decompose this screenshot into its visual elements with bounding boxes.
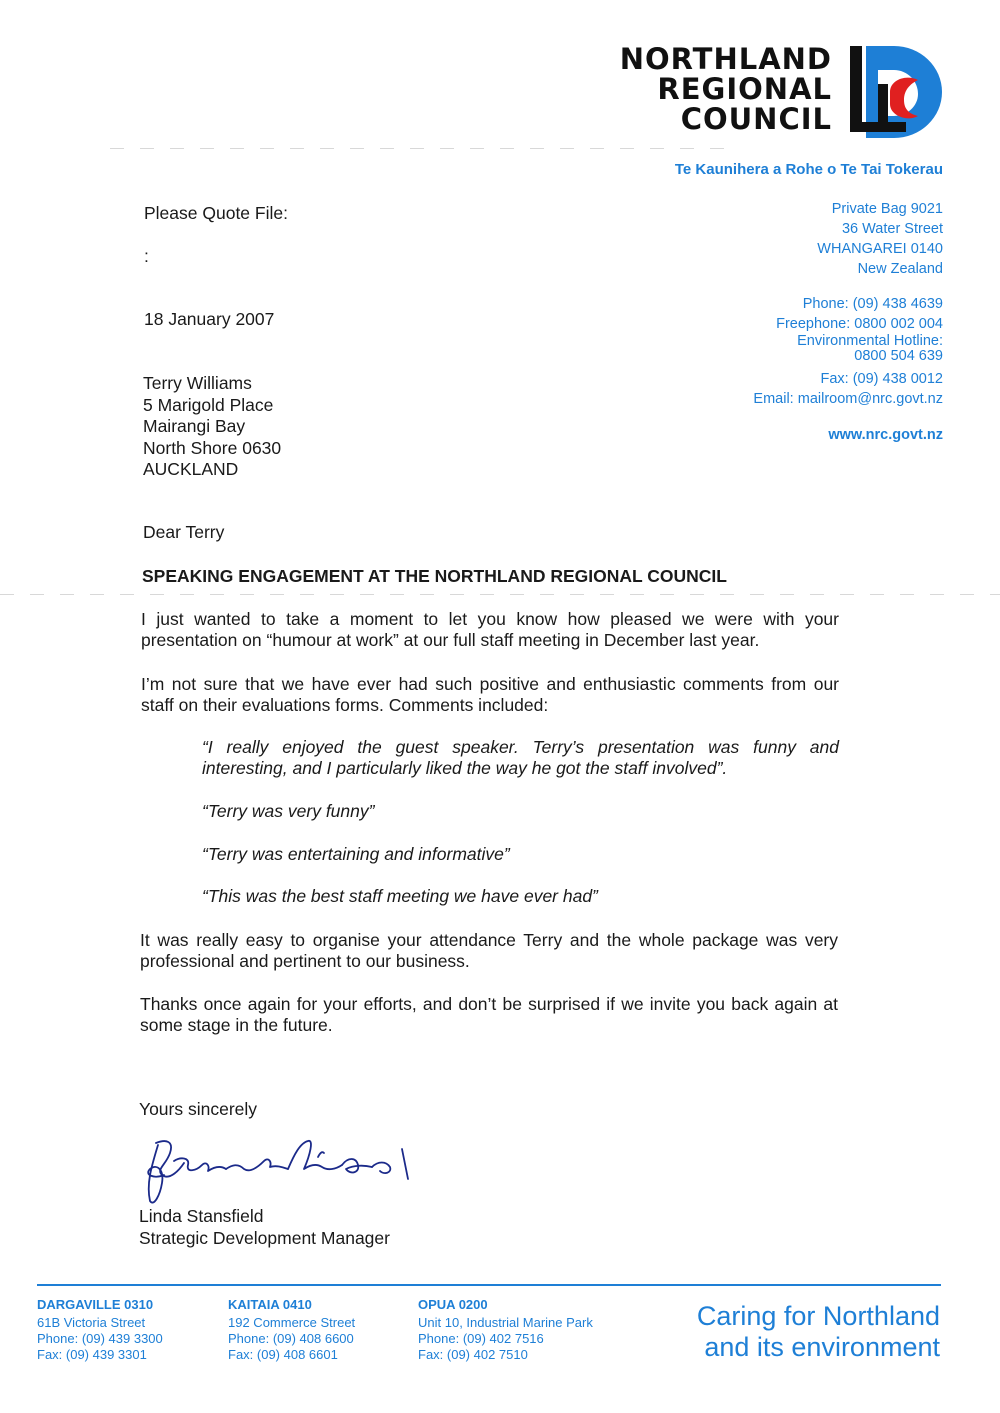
tagline-line: Caring for Northland bbox=[696, 1301, 940, 1331]
freephone: Freephone: 0800 002 004 bbox=[776, 316, 943, 332]
office-phone: Phone: (09) 402 7516 bbox=[418, 1331, 544, 1346]
address-line: New Zealand bbox=[857, 261, 943, 277]
recipient-line: North Shore 0630 bbox=[143, 437, 282, 458]
recipient-address bbox=[143, 373, 281, 481]
office-name: KAITAIA 0410 bbox=[228, 1297, 312, 1312]
logo-line: NORTHLAND bbox=[619, 42, 832, 76]
recipient-line: Mairangi Bay bbox=[143, 416, 246, 436]
tagline-line: and its environment bbox=[704, 1332, 940, 1362]
testimonial-quote: “This was the best staff meeting we have ever had” bbox=[202, 886, 598, 906]
office-fax: Fax: (09) 402 7510 bbox=[418, 1347, 528, 1362]
address-line: 36 Water Street bbox=[841, 221, 943, 237]
handwritten-signature bbox=[140, 1135, 440, 1210]
salutation: Dear Terry bbox=[143, 522, 225, 542]
signer-block bbox=[139, 1206, 390, 1249]
office-dargaville bbox=[37, 1297, 163, 1363]
office-street: 192 Commerce Street bbox=[228, 1315, 356, 1330]
testimonial-quote: “Terry was very funny” bbox=[202, 801, 375, 821]
email: Email: mailroom@nrc.govt.nz bbox=[753, 391, 943, 407]
council-address bbox=[817, 199, 943, 279]
scan-streak bbox=[0, 594, 1000, 595]
address-line: WHANGAREI 0140 bbox=[817, 241, 943, 257]
office-fax: Fax: (09) 408 6601 bbox=[228, 1347, 338, 1362]
address-line: Private Bag 9021 bbox=[831, 201, 943, 217]
environmental-hotline bbox=[753, 334, 943, 364]
body-paragraph: Thanks once again for your efforts, and don’t be surprised if we invite you back again at some stage in the future. bbox=[140, 994, 838, 1035]
office-name: OPUA 0200 bbox=[418, 1297, 488, 1312]
letter-subject: SPEAKING ENGAGEMENT AT THE NORTHLAND REGIONAL COUNCIL bbox=[142, 566, 727, 586]
fax: Fax: (09) 438 0012 bbox=[820, 371, 943, 387]
footer-tagline bbox=[697, 1301, 940, 1363]
testimonial-quote: “I really enjoyed the guest speaker. Terry’s presentation was funny and interesting, and I particularly liked the way he got the staff involved”. bbox=[202, 737, 839, 778]
council-contact bbox=[753, 294, 943, 409]
body-paragraph: It was really easy to organise your attendance Terry and the whole package was very professional and pertinent to our business. bbox=[140, 930, 838, 971]
signer-name: Linda Stansfield bbox=[139, 1206, 264, 1226]
body-paragraph: I just wanted to take a moment to let you know how pleased we were with your presentation on “humour at work” at our full staff meeting in December last year. bbox=[141, 609, 839, 650]
council-logo-icon bbox=[848, 44, 948, 140]
hotline-label: Environmental Hotline: bbox=[797, 333, 943, 349]
maori-name: Te Kaunihera a Rohe o Te Tai Tokerau bbox=[674, 161, 943, 178]
quote-file-label: Please Quote File: bbox=[144, 203, 288, 223]
office-street: Unit 10, Industrial Marine Park bbox=[418, 1315, 593, 1330]
body-paragraph: I’m not sure that we have ever had such positive and enthusiastic comments from our staff on their evaluations forms. Comments included: bbox=[141, 674, 839, 715]
logo-line: COUNCIL bbox=[680, 102, 832, 136]
office-phone: Phone: (09) 408 6600 bbox=[228, 1331, 354, 1346]
scan-streak bbox=[110, 148, 730, 149]
logo-line: REGIONAL bbox=[657, 72, 832, 106]
office-phone: Phone: (09) 439 3300 bbox=[37, 1331, 163, 1346]
recipient-line: AUCKLAND bbox=[143, 459, 239, 479]
council-logo-wordmark bbox=[620, 44, 832, 134]
testimonial-quote: “Terry was entertaining and informative” bbox=[202, 844, 510, 864]
office-opua bbox=[418, 1297, 593, 1363]
hotline-number: 0800 504 639 bbox=[854, 348, 943, 364]
closing: Yours sincerely bbox=[139, 1099, 258, 1119]
office-name: DARGAVILLE 0310 bbox=[37, 1297, 154, 1312]
footer-divider bbox=[37, 1284, 941, 1286]
office-fax: Fax: (09) 439 3301 bbox=[37, 1347, 147, 1362]
office-street: 61B Victoria Street bbox=[37, 1315, 146, 1330]
phone: Phone: (09) 438 4639 bbox=[802, 296, 943, 312]
signer-title: Strategic Development Manager bbox=[139, 1227, 390, 1248]
recipient-line: 5 Marigold Place bbox=[143, 394, 274, 415]
letter-date: 18 January 2007 bbox=[144, 309, 275, 329]
office-kaitaia bbox=[228, 1297, 355, 1363]
quote-file-value: : bbox=[144, 246, 149, 266]
website: www.nrc.govt.nz bbox=[828, 427, 943, 443]
recipient-line: Terry Williams bbox=[143, 373, 252, 393]
